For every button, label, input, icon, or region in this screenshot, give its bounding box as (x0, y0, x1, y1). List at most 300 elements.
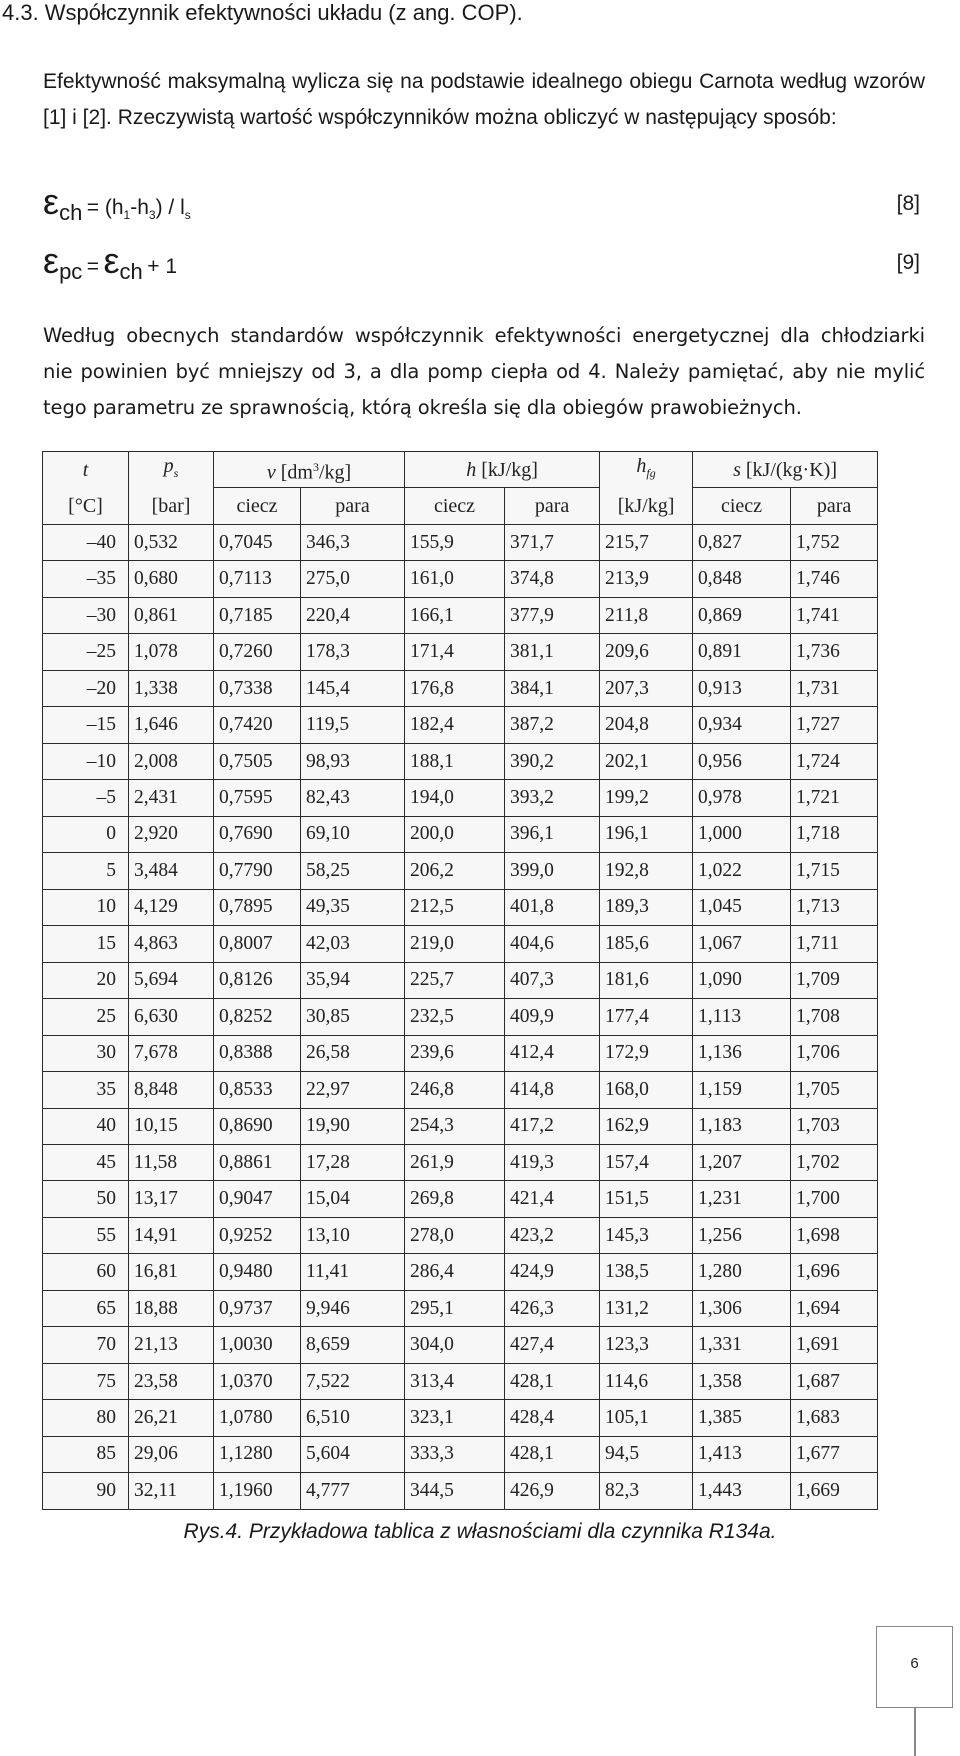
table-cell: 114,6 (600, 1363, 693, 1399)
table-cell: 393,2 (505, 780, 600, 816)
table-cell: 60 (43, 1254, 129, 1290)
table-row (43, 926, 878, 962)
table-cell: 14,91 (129, 1217, 214, 1253)
table-cell: 426,3 (505, 1290, 600, 1326)
table-cell: 1,385 (693, 1400, 791, 1436)
table-cell: 119,5 (301, 707, 405, 743)
epsilon-subscript: pc (59, 259, 83, 284)
table-cell: 1,694 (791, 1290, 878, 1326)
table-cell: 0,9252 (214, 1217, 301, 1253)
table-cell: 0,861 (129, 597, 214, 633)
table-cell: 209,6 (600, 634, 693, 670)
table-cell: 371,7 (505, 525, 600, 561)
table-cell: 1,1280 (214, 1436, 301, 1472)
table-cell: 232,5 (405, 999, 505, 1035)
table-cell: 22,97 (301, 1072, 405, 1108)
table-cell: 1,687 (791, 1363, 878, 1399)
table-cell: 211,8 (600, 597, 693, 633)
table-cell: 1,022 (693, 853, 791, 889)
table-cell: 1,306 (693, 1290, 791, 1326)
table-cell: 0,8388 (214, 1035, 301, 1071)
table-cell: 1,677 (791, 1436, 878, 1472)
epsilon-symbol: ε (43, 240, 60, 281)
table-cell: 396,1 (505, 816, 600, 852)
epsilon-subscript: ch (119, 259, 143, 284)
table-cell: 2,431 (129, 780, 214, 816)
table-cell: 1,715 (791, 853, 878, 889)
table-cell: 1,752 (791, 525, 878, 561)
standards-paragraph: Według obecnych standardów współczynnik efektywności energetycznej dla chłodziarki nie powinien być mniejszy od 3, a dla pomp ciepła od 4. Należy pamiętać, aby nie mylić tego parametru ze sprawnością, którą określa się dla obiegów prawobieżnych. (43, 324, 925, 419)
table-cell: 1,724 (791, 743, 878, 779)
epsilon-symbol: ε (103, 240, 120, 281)
table-cell: 29,06 (129, 1436, 214, 1472)
table-cell: 428,1 (505, 1436, 600, 1472)
equation-number: [8] (896, 192, 920, 215)
table-cell: 5,604 (301, 1436, 405, 1472)
table-cell: 1,067 (693, 926, 791, 962)
table-cell: 1,0030 (214, 1327, 301, 1363)
table-cell: 105,1 (600, 1400, 693, 1436)
table-cell: 0,913 (693, 670, 791, 706)
table-cell: 25 (43, 999, 129, 1035)
table-cell: 145,3 (600, 1217, 693, 1253)
table-cell: 374,8 (505, 561, 600, 597)
table-cell: 196,1 (600, 816, 693, 852)
table-cell: 1,045 (693, 889, 791, 925)
header-s-liquid: ciecz (693, 488, 791, 525)
table-cell: 1,741 (791, 597, 878, 633)
table-row (43, 1400, 878, 1436)
table-row (43, 1181, 878, 1217)
table-row (43, 561, 878, 597)
table-cell: 1,207 (693, 1144, 791, 1180)
table-cell: 4,777 (301, 1473, 405, 1510)
table-cell: 1,702 (791, 1144, 878, 1180)
equation-8 (43, 181, 920, 225)
table-cell: 1,183 (693, 1108, 791, 1144)
table-cell: 42,03 (301, 926, 405, 962)
table-cell: 428,1 (505, 1363, 600, 1399)
table-cell: 421,4 (505, 1181, 600, 1217)
table-cell: 0,7338 (214, 670, 301, 706)
table-cell: 0,7045 (214, 525, 301, 561)
table-cell: 0,8007 (214, 926, 301, 962)
table-cell: 1,078 (129, 634, 214, 670)
table-cell: 10 (43, 889, 129, 925)
table-cell: 323,1 (405, 1400, 505, 1436)
table-cell: 181,6 (600, 962, 693, 998)
table-cell: 13,10 (301, 1217, 405, 1253)
table-row (43, 743, 878, 779)
table-cell: –5 (43, 780, 129, 816)
table-row (43, 670, 878, 706)
table-row (43, 999, 878, 1035)
table-cell: 185,6 (600, 926, 693, 962)
table-cell: 1,683 (791, 1400, 878, 1436)
table-cell: 98,93 (301, 743, 405, 779)
table-cell: 404,6 (505, 926, 600, 962)
table-row (43, 597, 878, 633)
table-cell: 0,934 (693, 707, 791, 743)
table-cell: 70 (43, 1327, 129, 1363)
table-cell: 414,8 (505, 1072, 600, 1108)
table-cell: 0,7185 (214, 597, 301, 633)
equation-rhs: = $(h_1-h_3) / l_s$ (86, 196, 191, 223)
equals-sign: = (86, 255, 100, 278)
table-cell: 1,443 (693, 1473, 791, 1510)
header-h: h [kJ/kg] (405, 452, 600, 488)
table-cell: 6,630 (129, 999, 214, 1035)
table-cell: 377,9 (505, 597, 600, 633)
table-cell: 55 (43, 1217, 129, 1253)
table-cell: 82,3 (600, 1473, 693, 1510)
table-cell: 8,848 (129, 1072, 214, 1108)
table-cell: 194,0 (405, 780, 505, 816)
table-cell: 18,88 (129, 1290, 214, 1326)
epsilon-subscript: ch (59, 200, 83, 225)
table-cell: 145,4 (301, 670, 405, 706)
table-cell: 8,659 (301, 1327, 405, 1363)
table-cell: 65 (43, 1290, 129, 1326)
table-cell: 269,8 (405, 1181, 505, 1217)
table-row (43, 816, 878, 852)
table-cell: 0,7420 (214, 707, 301, 743)
table-row (43, 780, 878, 816)
table-cell: 1,705 (791, 1072, 878, 1108)
table-cell: 384,1 (505, 670, 600, 706)
table-cell: 1,736 (791, 634, 878, 670)
table-cell: 6,510 (301, 1400, 405, 1436)
intro-paragraph: Efektywność maksymalną wylicza się na podstawie idealnego obiegu Carnota według wzorów [1] i [2]. Rzeczywistą wartość współczynników można obliczyć w następujący sposób: (43, 70, 925, 129)
table-body (43, 525, 878, 1510)
table-row (43, 1327, 878, 1363)
table-cell: –20 (43, 670, 129, 706)
table-row (43, 1436, 878, 1472)
header-v-liquid: ciecz (214, 488, 301, 525)
table-cell: 1,0780 (214, 1400, 301, 1436)
table-cell: 85 (43, 1436, 129, 1472)
table-cell: 0,7595 (214, 780, 301, 816)
figure-caption: Rys.4. Przykładowa tablica z własnościami dla czynnika R134a. (183, 1520, 777, 1543)
table-cell: 1,711 (791, 926, 878, 962)
table-cell: 94,5 (600, 1436, 693, 1472)
table-cell: 189,3 (600, 889, 693, 925)
section-number: 4.3. (2, 0, 39, 25)
table-cell: 239,6 (405, 1035, 505, 1071)
table-cell: 207,3 (600, 670, 693, 706)
table-cell: 1,000 (693, 816, 791, 852)
table-cell: 286,4 (405, 1254, 505, 1290)
table-cell: 26,58 (301, 1035, 405, 1071)
table-row (43, 889, 878, 925)
table-cell: 1,331 (693, 1327, 791, 1363)
table-cell: 0,9480 (214, 1254, 301, 1290)
table-cell: 161,0 (405, 561, 505, 597)
table-cell: 23,58 (129, 1363, 214, 1399)
table-cell: 15,04 (301, 1181, 405, 1217)
section-heading (2, 0, 523, 26)
table-cell: 11,58 (129, 1144, 214, 1180)
table-cell: 0,7690 (214, 816, 301, 852)
table-cell: 157,4 (600, 1144, 693, 1180)
table-cell: 0,7113 (214, 561, 301, 597)
table-row (43, 525, 878, 561)
table-cell: 401,8 (505, 889, 600, 925)
table-cell: 1,721 (791, 780, 878, 816)
table-cell: 0,8533 (214, 1072, 301, 1108)
table-cell: 90 (43, 1473, 129, 1510)
table-cell: 32,11 (129, 1473, 214, 1510)
table-cell: 1,698 (791, 1217, 878, 1253)
table-cell: 254,3 (405, 1108, 505, 1144)
table-cell: 1,727 (791, 707, 878, 743)
table-cell: 199,2 (600, 780, 693, 816)
table-cell: 172,9 (600, 1035, 693, 1071)
table-cell: 5 (43, 853, 129, 889)
table-cell: 1,709 (791, 962, 878, 998)
table-cell: 304,0 (405, 1327, 505, 1363)
header-hfg: $h_{fg}$ (600, 452, 693, 488)
table-cell: 1,0370 (214, 1363, 301, 1399)
table-cell: 295,1 (405, 1290, 505, 1326)
table-cell: 5,694 (129, 962, 214, 998)
table-row (43, 1473, 878, 1510)
header-s: s [kJ/(kg·K)] (693, 452, 878, 488)
table-cell: 1,708 (791, 999, 878, 1035)
table-cell: 407,3 (505, 962, 600, 998)
table-cell: 0,9737 (214, 1290, 301, 1326)
table-cell: 3,484 (129, 853, 214, 889)
table-cell: 417,2 (505, 1108, 600, 1144)
header-v-vapor: para (301, 488, 405, 525)
equation-number: [9] (896, 251, 920, 274)
table-cell: 4,863 (129, 926, 214, 962)
table-cell: 166,1 (405, 597, 505, 633)
table-cell: 1,691 (791, 1327, 878, 1363)
table-cell: 427,4 (505, 1327, 600, 1363)
table-cell: 162,9 (600, 1108, 693, 1144)
table-row (43, 962, 878, 998)
table-cell: 7,678 (129, 1035, 214, 1071)
table-cell: 1,338 (129, 670, 214, 706)
table-cell: 1,703 (791, 1108, 878, 1144)
table-cell: 10,15 (129, 1108, 214, 1144)
table-row (43, 1144, 878, 1180)
table-cell: 202,1 (600, 743, 693, 779)
table-cell: 35 (43, 1072, 129, 1108)
table-cell: 1,231 (693, 1181, 791, 1217)
table-cell: 151,5 (600, 1181, 693, 1217)
table-cell: 75 (43, 1363, 129, 1399)
table-cell: 278,0 (405, 1217, 505, 1253)
table-cell: 0,8252 (214, 999, 301, 1035)
table-cell: 4,129 (129, 889, 214, 925)
table-cell: 82,43 (301, 780, 405, 816)
table-cell: 0,8126 (214, 962, 301, 998)
table-cell: 409,9 (505, 999, 600, 1035)
table-cell: 155,9 (405, 525, 505, 561)
table-cell: 123,3 (600, 1327, 693, 1363)
table-cell: 0,827 (693, 525, 791, 561)
table-cell: 423,2 (505, 1217, 600, 1253)
table-cell: 390,2 (505, 743, 600, 779)
table-row (43, 1363, 878, 1399)
refrigerant-property-table (42, 451, 878, 1510)
table-cell: 1,1960 (214, 1473, 301, 1510)
table-cell: 21,13 (129, 1327, 214, 1363)
table-cell: 17,28 (301, 1144, 405, 1180)
table-cell: 428,4 (505, 1400, 600, 1436)
table-cell: 7,522 (301, 1363, 405, 1399)
table-cell: 0,8861 (214, 1144, 301, 1180)
table-cell: 40 (43, 1108, 129, 1144)
table-cell: –25 (43, 634, 129, 670)
table-cell: 50 (43, 1181, 129, 1217)
table-cell: 13,17 (129, 1181, 214, 1217)
table-cell: 0,7790 (214, 853, 301, 889)
table-cell: 1,113 (693, 999, 791, 1035)
header-ps-unit: [bar] (129, 488, 214, 525)
table-cell: 426,9 (505, 1473, 600, 1510)
table-row (43, 853, 878, 889)
table-row (43, 1035, 878, 1071)
table-cell: 9,946 (301, 1290, 405, 1326)
table-cell: 20 (43, 962, 129, 998)
table-cell: 1,256 (693, 1217, 791, 1253)
table-cell: 16,81 (129, 1254, 214, 1290)
table-cell: 0,7505 (214, 743, 301, 779)
table-cell: 213,9 (600, 561, 693, 597)
table-cell: 1,713 (791, 889, 878, 925)
epsilon-symbol: ε (43, 181, 60, 222)
table-row (43, 1072, 878, 1108)
header-s-vapor: para (791, 488, 878, 525)
refrigerant-table-image (42, 451, 877, 1510)
table-cell: 399,0 (505, 853, 600, 889)
table-row (43, 1217, 878, 1253)
table-cell: 1,136 (693, 1035, 791, 1071)
table-cell: 15 (43, 926, 129, 962)
table-row (43, 634, 878, 670)
table-cell: 58,25 (301, 853, 405, 889)
table-cell: 225,7 (405, 962, 505, 998)
section-title: Współczynnik efektywności układu (z ang. COP). (44, 0, 523, 25)
table-row (43, 1108, 878, 1144)
table-cell: 387,2 (505, 707, 600, 743)
table-cell: 419,3 (505, 1144, 600, 1180)
header-t-unit: [°C] (43, 488, 129, 525)
table-cell: 192,8 (600, 853, 693, 889)
table-cell: 131,2 (600, 1290, 693, 1326)
table-cell: –10 (43, 743, 129, 779)
table-row (43, 1290, 878, 1326)
table-cell: 182,4 (405, 707, 505, 743)
table-cell: 412,4 (505, 1035, 600, 1071)
table-cell: 215,7 (600, 525, 693, 561)
table-cell: 0,978 (693, 780, 791, 816)
table-row (43, 1254, 878, 1290)
table-cell: 11,41 (301, 1254, 405, 1290)
table-cell: 0,9047 (214, 1181, 301, 1217)
table-row (43, 707, 878, 743)
table-cell: 346,3 (301, 525, 405, 561)
table-cell: 219,0 (405, 926, 505, 962)
table-cell: 177,4 (600, 999, 693, 1035)
table-cell: 200,0 (405, 816, 505, 852)
header-v: v $[dm^3/kg]$ (214, 452, 405, 488)
table-cell: –30 (43, 597, 129, 633)
table-cell: 1,358 (693, 1363, 791, 1399)
table-cell: 1,718 (791, 816, 878, 852)
table-cell: 171,4 (405, 634, 505, 670)
table-cell: 204,8 (600, 707, 693, 743)
table-cell: 0,8690 (214, 1108, 301, 1144)
table-cell: 1,280 (693, 1254, 791, 1290)
table-cell: 275,0 (301, 561, 405, 597)
table-cell: 30 (43, 1035, 129, 1071)
table-cell: 45 (43, 1144, 129, 1180)
table-cell: 313,4 (405, 1363, 505, 1399)
table-cell: 0,891 (693, 634, 791, 670)
table-cell: 0,7260 (214, 634, 301, 670)
table-cell: –15 (43, 707, 129, 743)
table-cell: 0 (43, 816, 129, 852)
table-cell: 1,090 (693, 962, 791, 998)
table-cell: 35,94 (301, 962, 405, 998)
header-t: t (43, 452, 129, 488)
table-cell: 1,646 (129, 707, 214, 743)
table-cell: 2,008 (129, 743, 214, 779)
table-cell: 30,85 (301, 999, 405, 1035)
table-cell: 0,680 (129, 561, 214, 597)
table-cell: 261,9 (405, 1144, 505, 1180)
equation-9 (43, 240, 920, 284)
table-cell: 220,4 (301, 597, 405, 633)
table-cell: 1,706 (791, 1035, 878, 1071)
table-cell: 176,8 (405, 670, 505, 706)
table-cell: 0,956 (693, 743, 791, 779)
table-cell: 1,669 (791, 1473, 878, 1510)
table-cell: 168,0 (600, 1072, 693, 1108)
table-cell: 1,700 (791, 1181, 878, 1217)
table-cell: 424,9 (505, 1254, 600, 1290)
table-cell: 1,731 (791, 670, 878, 706)
page-number-box (876, 1626, 953, 1708)
table-cell: 212,5 (405, 889, 505, 925)
table-cell: 0,532 (129, 525, 214, 561)
table-cell: 344,5 (405, 1473, 505, 1510)
table-cell: 49,35 (301, 889, 405, 925)
table-cell: 2,920 (129, 816, 214, 852)
table-cell: 0,869 (693, 597, 791, 633)
table-cell: 246,8 (405, 1072, 505, 1108)
page-number-line (914, 1708, 916, 1756)
header-h-vapor: para (505, 488, 600, 525)
table-cell: 1,413 (693, 1436, 791, 1472)
table-cell: 0,7895 (214, 889, 301, 925)
table-cell: –40 (43, 525, 129, 561)
table-cell: –35 (43, 561, 129, 597)
table-cell: 206,2 (405, 853, 505, 889)
table-cell: 381,1 (505, 634, 600, 670)
table-cell: 1,159 (693, 1072, 791, 1108)
table-cell: 69,10 (301, 816, 405, 852)
table-cell: 188,1 (405, 743, 505, 779)
header-ps: $p_s$ (129, 452, 214, 488)
header-h-liquid: ciecz (405, 488, 505, 525)
header-hfg-unit: [kJ/kg] (600, 488, 693, 525)
equation-rhs: + 1 (147, 255, 178, 278)
